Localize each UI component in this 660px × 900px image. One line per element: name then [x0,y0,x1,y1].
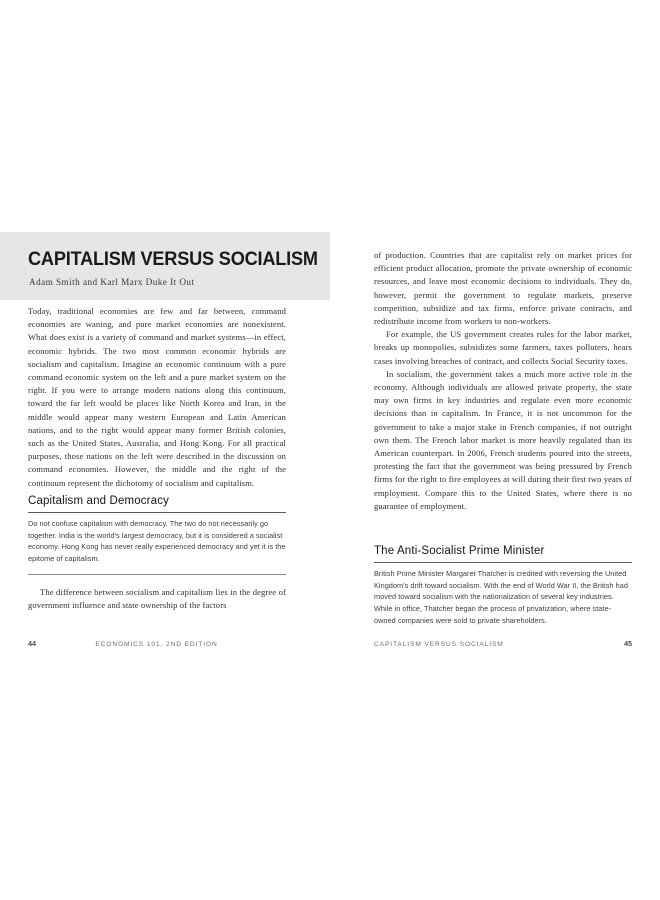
page-number-left: 44 [28,639,36,648]
callout-body: Do not confuse capitalism with democracy. The two do not necessarily go together. India is the world's largest democracy, but it is considered a socialist economy. Hong Kong has never really experienced democracy and yet it is the epitome of capitalism. [28,519,286,563]
page-number-right: 45 [624,639,632,648]
callout-anti-socialist-prime-minister [374,545,632,626]
left-column-continued [28,586,286,612]
callout-heading: The Anti-Socialist Prime Minister [374,545,632,563]
right-page-footer [374,639,632,651]
left-text-column [28,305,286,490]
body-paragraph: The difference between socialism and capitalism lies in the degree of government influence and state ownership of the factors [28,587,286,611]
callout-bottom-rule [28,574,286,575]
body-paragraph: For example, the US government creates rules for the labor market, breaks up monopolies, subsidizes some farmers, taxes polluters, hears cases involving breaches of contract, and collects Social Security taxes. [374,329,632,366]
chapter-subtitle: Adam Smith and Karl Marx Duke It Out [29,277,195,287]
running-head-left: ECONOMICS 101, 2ND EDITION [95,641,218,648]
callout-body: British Prime Minister Margaret Thatcher is credited with reversing the United Kingdom's drift toward socialism. With the end of World War II, the British had moved toward socialism with the nationalization of several key industries. While in office, Thatcher began the process of privatization, where state-owned companies were sold to private shareholders. [374,569,628,625]
page-title: CAPITALISM VERSUS SOCIALISM [28,248,318,270]
body-paragraph: In socialism, the government takes a much more active role in the economy. Although individuals are allowed private property, the state may own firms in key industries and regulate even more economic decisions than in capitalism. In France, it is not uncommon for the government to take a major stake in French companies, if not outright own them. The French labor market is more heavily regulated than its American counterpart. In 2006, French students poured into the streets, protesting the fact that the government was being pressured by French firms for the right to fire employees at will during their first two years of employment. Compare this to the United States, where there is no guarantee of employment. [374,368,632,511]
callout-capitalism-and-democracy [28,495,286,575]
body-paragraph: of production. Countries that are capitalist rely on market prices for efficient product allocation, promote the private ownership of economic resources, and leave most economic decisions to individuals. They do, however, permit the government to regulate markets, preserve competition, subsidize and tax firms, enforce private contracts, and redistribute income from workers to non-workers. [374,250,632,327]
left-page-footer [28,639,286,651]
right-text-column [374,249,632,513]
running-head-right: CAPITALISM VERSUS SOCIALISM [374,641,504,648]
body-paragraph: Today, traditional economies are few and far between, command economies are waning, and pure market economies are nonexistent. What does exist is a variety of command and market systems—in effect, economic hybrids. The two most common economic hybrids are socialism and capitalism. Imagine an economic continuum with a pure command economic system on the left and a pure market system on the right. If you were to arrange modern nations along this continuum, toward the far left would be places like North Korea and Iran, in the middle would appear many western European and Latin American nations, and to the right would appear many former British colonies, such as the United States, Australia, and Hong Kong. For all practical purposes, those nations on the left were described in the discussion on command economies. However, the middle and the right of the continuum represent the dichotomy of socialism and capitalism. [28,306,286,488]
callout-heading: Capitalism and Democracy [28,495,286,513]
